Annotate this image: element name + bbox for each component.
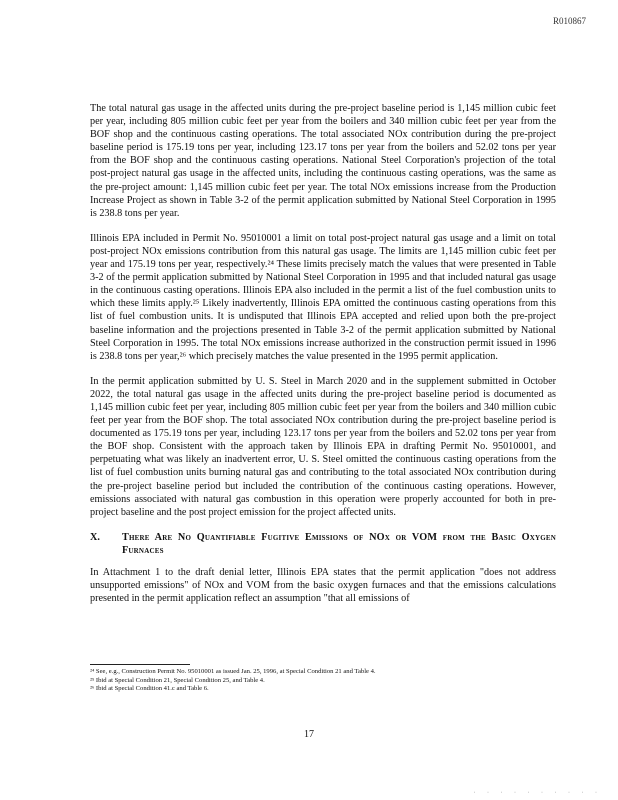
footnote-25: ²⁵ Ibid at Special Condition 21, Special Condition 25, and Table 4. <box>90 676 265 684</box>
paragraph-baseline: The total natural gas usage in the affected units during the pre-project baseline period is 1,145 million cubic feet per year, including 805 million cubic feet per year from the boilers and 340 million cubic feet per year from the BOF shop and the continuous casting operations. The total associated NOx contribution during the pre-project baseline period is 175.19 tons per year, including 123.17 tons per year from the boilers and 52.02 tons per year from the BOF shop and the continuous casting operations. National Steel Corporation's projection of the total post-project natural gas usage in the affected units, including the continuous casting operations, was the same as the pre-project amount: 1,145 million cubic feet per year. The total NOx emissions increase from the Production Increase Project as shown in Table 3-2 of the permit application submitted by National Steel Corporation in 1995 is 238.8 tons per year. <box>90 103 556 219</box>
section-heading <box>90 531 556 557</box>
footer-dots: · · · · · · · · · · <box>473 790 602 796</box>
footnote-divider <box>90 664 190 665</box>
body-text <box>90 102 556 617</box>
paragraph-attachment: In Attachment 1 to the draft denial letter, Illinois EPA states that the permit application "does not address unsupported emissions" of NOx and VOM from the basic oxygen furnaces and that the emissions calculations presented in the permit application reflect an assumption "that all emissions of <box>90 567 556 605</box>
footnote-26: ²⁶ Ibid at Special Condition 41.c and Table 6. <box>90 685 209 693</box>
paragraph-permit-limits: Illinois EPA included in Permit No. 95010001 a limit on total post-project natural gas usage and a limit on total post-project NOx emissions contribution from this natural gas usage. The limits are 1,145 million cubic feet per year and 175.19 tons per year, respectively.²⁴ These limits precisely match the values that were presented in Table 3-2 of the permit application submitted by National Steel Corporation in 1995 and that included natural gas usage in the continuous casting operations. Illinois EPA also included in the permit a list of the fuel combustion units to which these limits apply.²⁵ Likely inadvertently, Illinois EPA omitted the continuous casting operations from this list of fuel combustion units. It is undisputed that Illinois EPA accepted and relied upon both the pre-project baseline information and the projections presented in Table 3-2 of the permit application submitted by National Steel Corporation in 1995. The total NOx emissions increase authorized in the construction permit issued in 1996 is 238.8 tons per year,²⁶ which precisely matches the value presented in the 1995 permit application. <box>90 232 556 362</box>
section-title: There Are No Quantifiable Fugitive Emissions of NOx or VOM from the Basic Oxygen Furnaces <box>122 531 556 556</box>
footnotes <box>90 668 560 694</box>
footnote-24: ²⁴ See, e.g., Construction Permit No. 95010001 as issued Jan. 25, 1996, at Special Condition 21 and Table 4. <box>90 668 376 675</box>
section-number: X. <box>90 531 100 543</box>
document-id: R010867 <box>552 16 586 26</box>
paragraph-uss-application: In the permit application submitted by U. S. Steel in March 2020 and in the supplement submitted in October 2022, the total natural gas usage in the affected units during the pre-project baseline period is documented as 1,145 million cubic feet per year, including 805 million cubic feet per year from the boilers and 340 million cubic feet per year from the BOF shop. The total associated NOx contribution during the pre-project baseline period is documented as 175.19 tons per year, including 123.17 tons per year from the boilers and 52.02 tons per year from the BOF shop. Consistent with the approach taken by Illinois EPA in drafting Permit No. 95010001, and perpetuating what was likely an inadvertent error, U. S. Steel omitted the continuous casting operations from the list of fuel combustion units burning natural gas and contributing to the total associated NOx contribution during the pre-project baseline period but included the contribution of the continuous casting operations. However, emissions associated with natural gas combustion in this operation were properly accounted for both in pre-project baseline and the post project emission for the project affected units. <box>90 375 556 518</box>
page-number: 17 <box>304 729 314 740</box>
